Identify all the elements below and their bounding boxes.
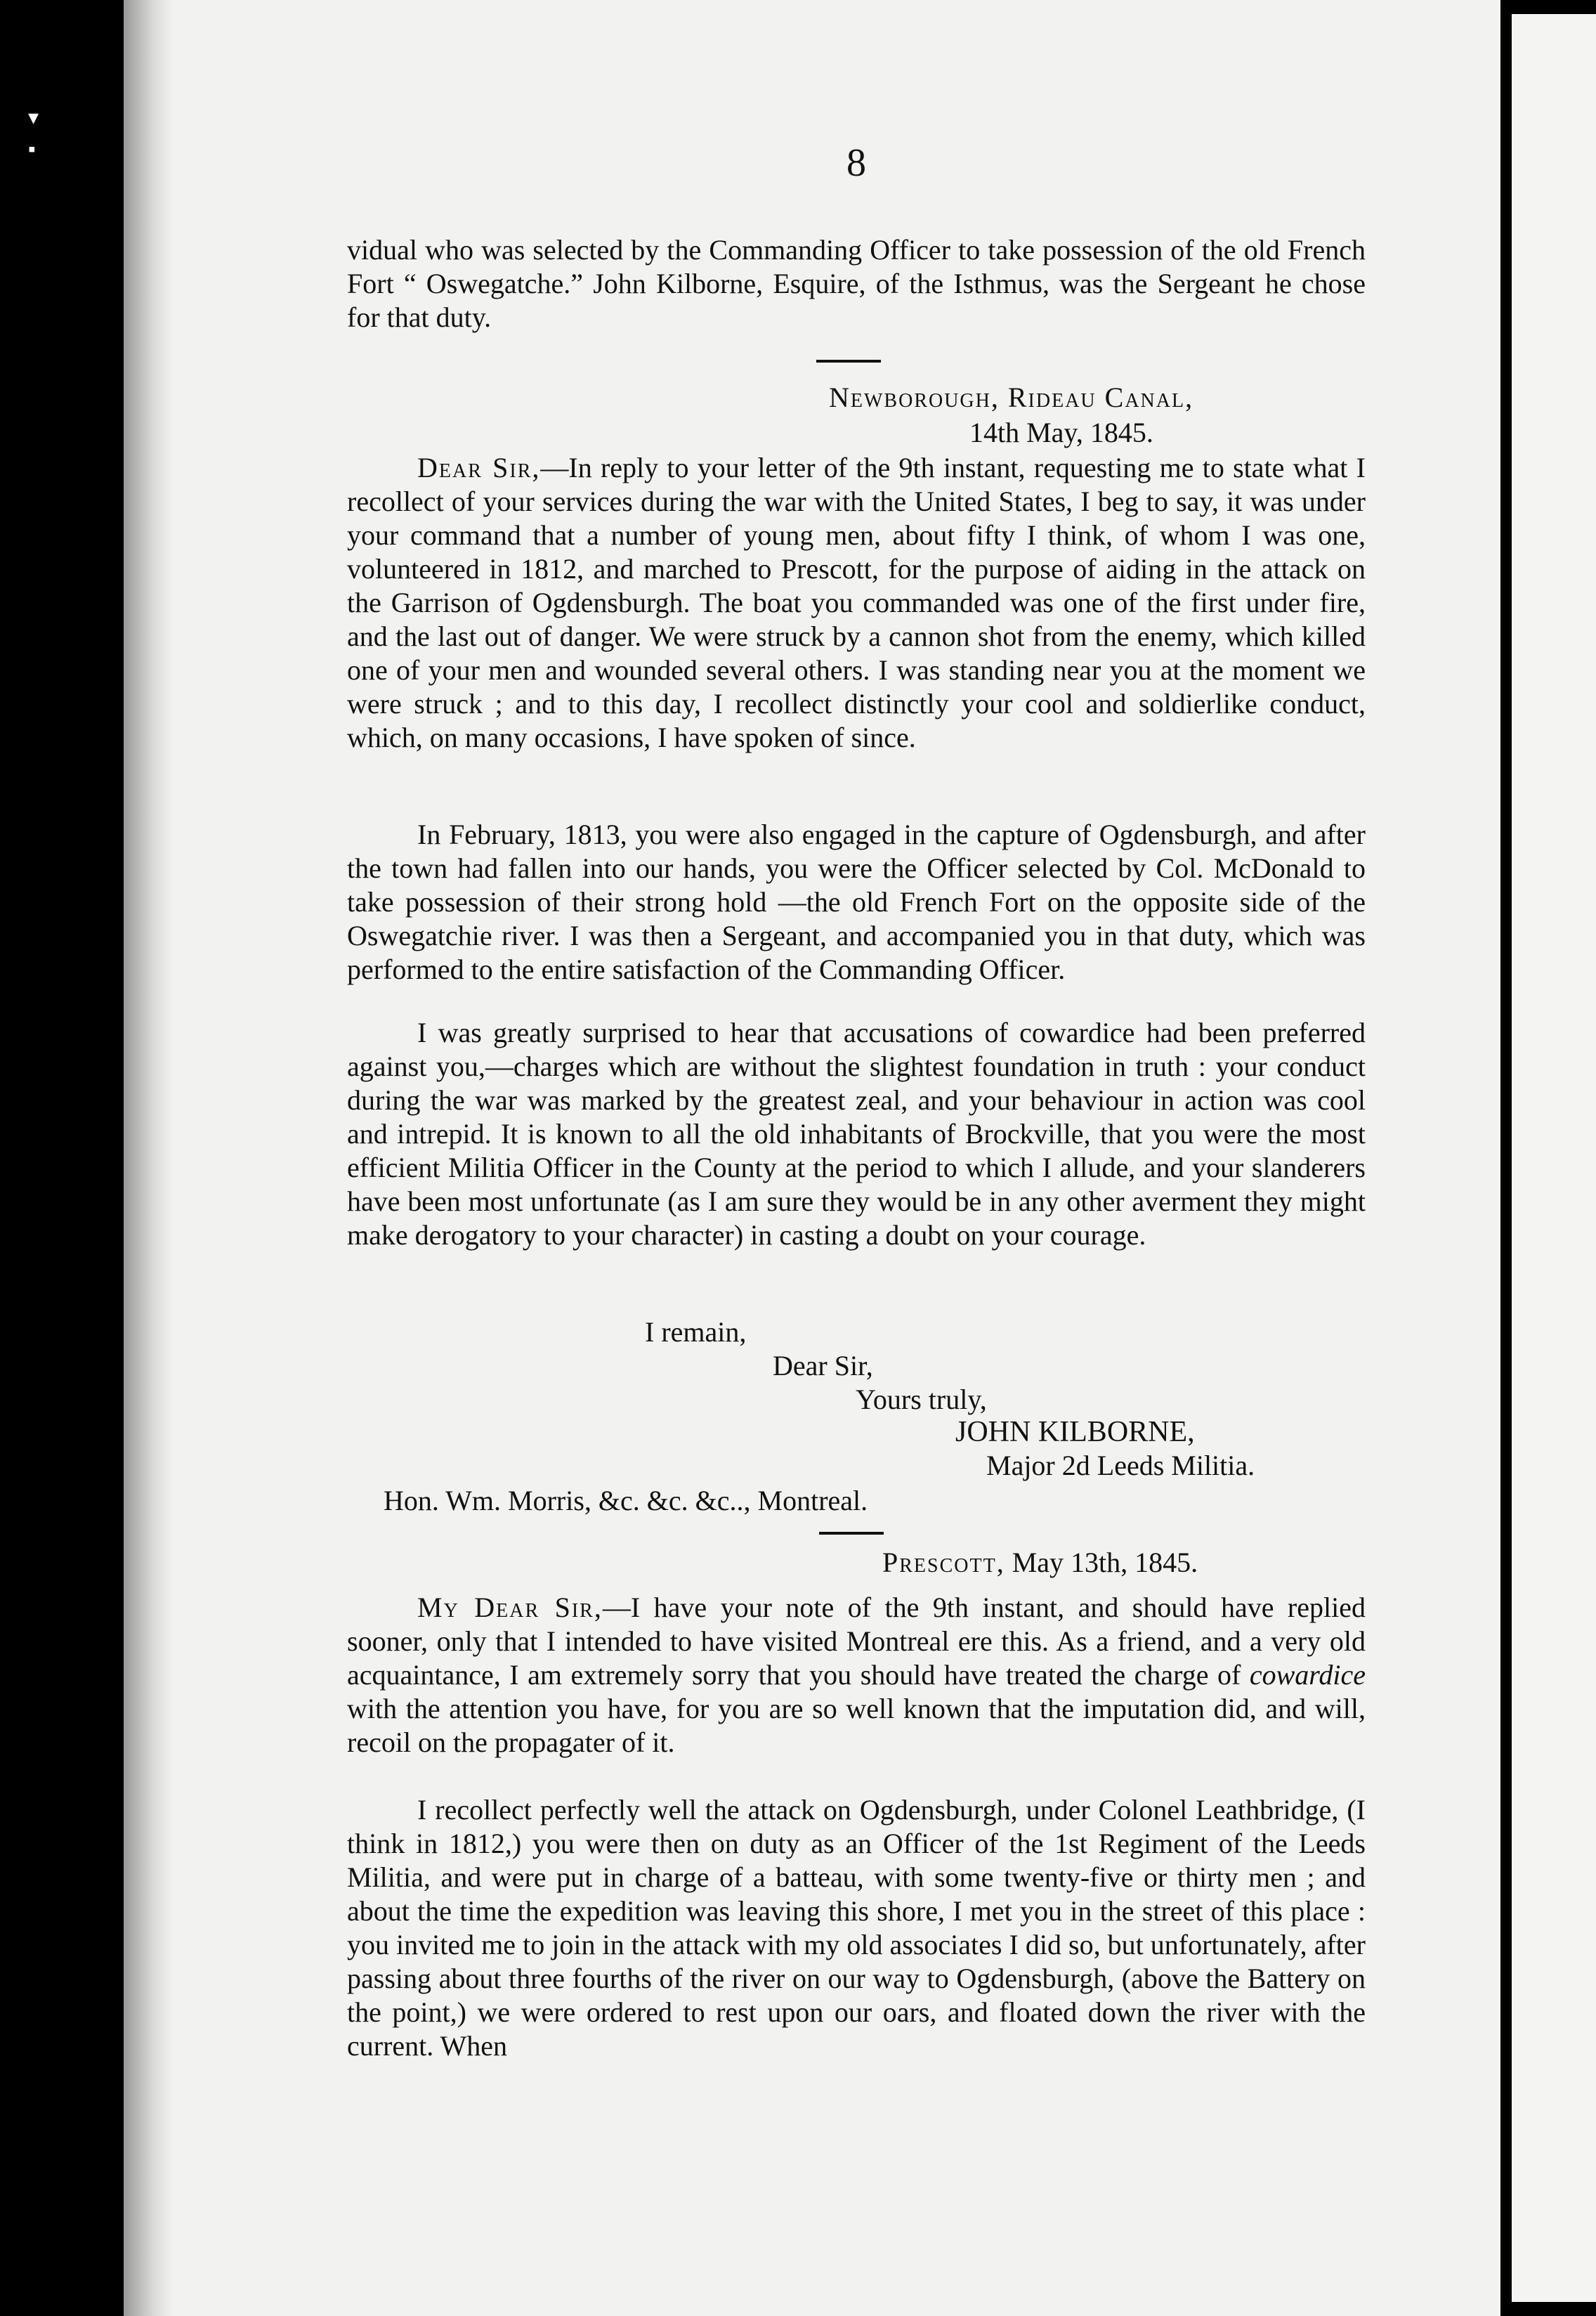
section-rule — [816, 360, 881, 363]
letter1-signatory-title: Major 2d Leeds Militia. — [986, 1450, 1255, 1481]
letter1-paragraph-3: I was greatly surprised to hear that accusations of cowardice had been preferred against you,—charges which are without the slightest foundation in truth : your conduct during the war was marked by the greatest zeal, and your behaviour in action was cool and intrepid. It is known to all the old inhabitants of Brockville, that you were the most efficient Militia Officer in the County at the period to which I allude, and your slanderers have been most unfortunate (as I am sure they would be in any other averment they might make derogatory to your character) in casting a doubt on your courage. — [347, 1017, 1366, 1251]
letter1-addressee: Hon. Wm. Morris, &c. &c. &c.., Montreal. — [384, 1485, 868, 1516]
letter1-salutation: Dear Sir, — [417, 452, 541, 483]
letter1-place: Newborough, Rideau Canal, — [829, 382, 1194, 413]
gutter-shadow — [124, 0, 173, 2316]
letter1-date: 14th May, 1845. — [969, 417, 1153, 448]
letter2-paragraph-1-after: with the attention you have, for you are so well known that the imputation did, and will, recoil on the propagater of it. — [347, 1693, 1366, 1758]
letter2-place: Prescott, — [882, 1547, 1005, 1578]
letter1-paragraph-1-text: —In reply to your letter of the 9th instant, requesting me to state what I recollect of your services during the war with the United States, I beg to say, it was under your command that a number of young men, about fifty I think, of whom I was one, volunteered in 1812, and marched to Prescott, for the purpose of aiding in the attack on the Garrison of Ogdensburgh. The boat you commanded was one of the first under fire, and the last out of danger. We were struck by a cannon shot from the enemy, which killed one of your men and wounded several others. I was standing near you at the moment we were struck ; and to this day, I recollect distinctly your cool and soldierlike conduct, which, on many occasions, I have spoken of since. — [347, 452, 1366, 753]
letter2-italic-word: cowardice — [1249, 1659, 1366, 1691]
next-page-edge — [1500, 0, 1596, 2316]
opening-paragraph: vidual who was selected by the Commanding Officer to take possession of the old French Fort “ Oswegatche.” John Kilborne, Esquire, of the Isthmus, was the Sergeant he chose for that duty. — [347, 234, 1366, 333]
page-number: 8 — [846, 141, 866, 185]
letter2-paragraph-1-before: —I have your note of the 9th instant, and should have replied sooner, only that I intended to have visited Montreal ere this. As a friend, and a very old acquaintance, I am extremely sorry that you should have treated the charge of — [347, 1592, 1366, 1691]
section-rule — [819, 1532, 884, 1535]
letter2-paragraph-2: I recollect perfectly well the attack on Ogdensburgh, under Colonel Leathbridge, (I think in 1812,) you were then on duty as an Officer of the 1st Regiment of the Leeds Militia, and were put in charge of a batteau, with some twenty-five or thirty men ; and about the time the expedition was leaving this shore, I met you in the street of this place : you invited me to join in the attack with my old associates I did so, but unfortunately, after passing about three fourths of the river on our way to Ogdensburgh, (above the Battery on the point,) we were ordered to rest upon our oars, and floated down the river with the current. When — [347, 1794, 1366, 2062]
letter1-paragraph-2: In February, 1813, you were also engaged in the capture of Ogdensburgh, and after the town had fallen into our hands, you were the Officer selected by Col. McDonald to take possession of their strong hold —the old French Fort on the opposite side of the Oswegatchie river. I was then a Sergeant, and accompanied you in that duty, which was performed to the entire satisfaction of the Commanding Officer. — [347, 819, 1366, 985]
scan-mark: ▪ — [28, 138, 36, 161]
letter2-date: May 13th, 1845. — [1012, 1547, 1198, 1578]
letter1-closing-yours: Yours truly, — [856, 1384, 987, 1415]
letter1-signature: JOHN KILBORNE, — [955, 1416, 1195, 1448]
letter1-closing-dear-sir: Dear Sir, — [773, 1350, 873, 1381]
letter2-heading — [882, 1546, 1198, 1580]
letter2-paragraph-1 — [347, 1591, 1366, 1759]
letter1-paragraph-1 — [347, 451, 1366, 755]
letter1-closing-remain: I remain, — [645, 1316, 747, 1348]
scan-mark: ▾ — [28, 106, 39, 129]
letter2-salutation: My Dear Sir, — [417, 1592, 603, 1623]
